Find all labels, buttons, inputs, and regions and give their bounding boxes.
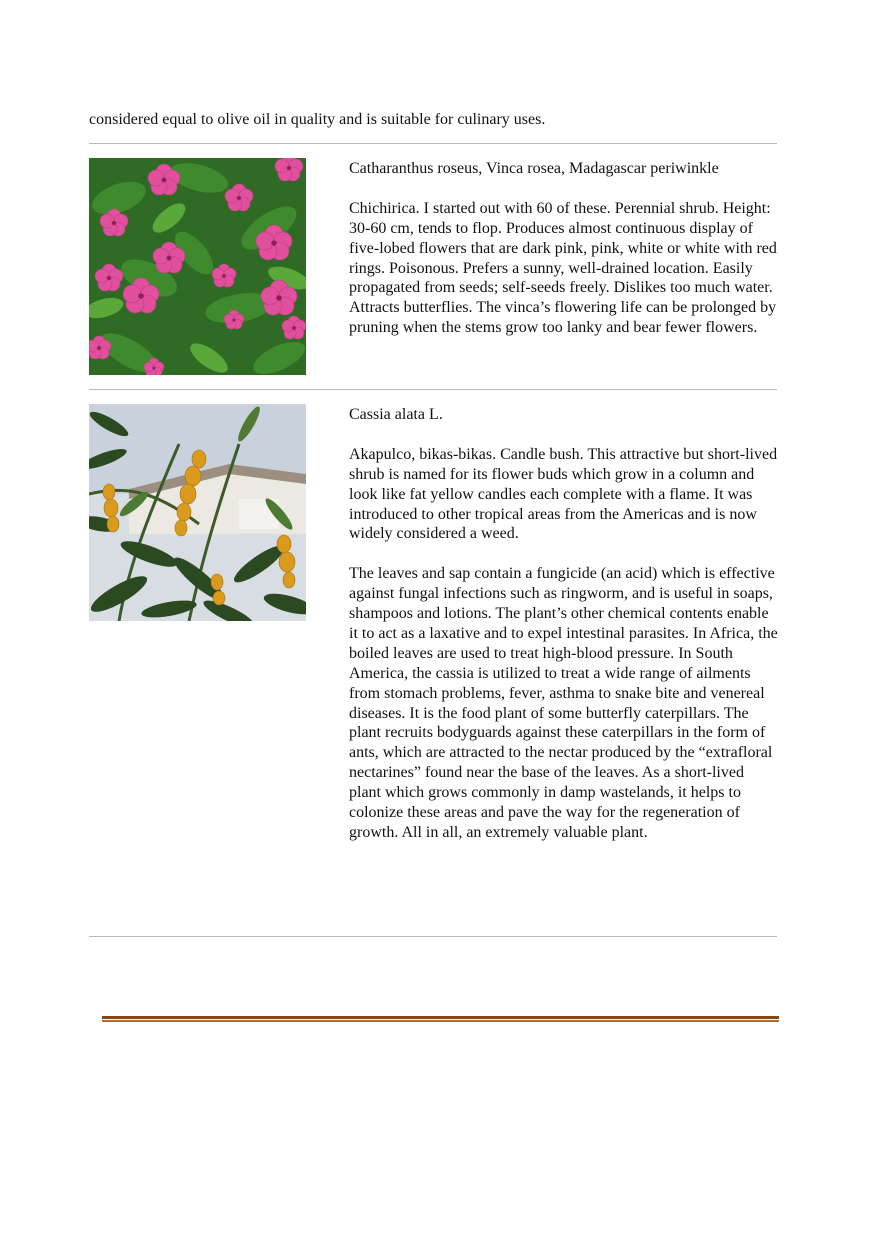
cassia-description xyxy=(349,405,779,843)
periwinkle-description xyxy=(349,159,779,338)
periwinkle-photo xyxy=(89,158,306,375)
cassia-paragraph-2: The leaves and sap contain a fungicide (an acid) which is effective against fungal infections such as ringworm, and is useful in soaps, shampoos and lotions. The plant’s other chemical contents enable it to act as a laxative and to expel intestinal parasites. In Africa, the boiled leaves are used to treat high-blood pressure. In South America, the cassia is utilized to treat a wide range of ailments from stomach problems, fever, asthma to snake bite and venereal diseases. It is the food plant of some butterfly caterpillars. The plant recruits bodyguards against these caterpillars in the form of ants, which are attracted to the nectar produced by the “extrafloral nectarines” found near the base of the leaves. As a short-lived plant which grows commonly in damp wastelands, it helps to colonize these areas and pave the way for the regeneration of growth. All in all, an extremely valuable plant. xyxy=(349,565,778,841)
periwinkle-paragraph-1: Chichirica. I started out with 60 of these. Perennial shrub. Height: 30-60 cm, tends to flop. Produces almost continuous display of five-lobed flowers that are dark pink, pink, white or white with red rings. Poisonous. Prefers a sunny, well-drained location. Easily propagated from seeds; self-seeds freely. Dislikes too much water. Attracts butterflies. The vinca’s flowering life can be prolonged by pruning when the stems grow too lanky and bear fewer flowers. xyxy=(349,199,777,337)
divider-middle xyxy=(89,389,777,390)
footer-double-rule xyxy=(102,1016,779,1022)
divider-bottom xyxy=(89,936,777,937)
cassia-name: Cassia alata L. xyxy=(349,406,443,423)
divider-top xyxy=(89,143,777,144)
intro-text: considered equal to olive oil in quality and is suitable for culinary uses. xyxy=(89,111,546,128)
periwinkle-name: Catharanthus roseus, Vinca rosea, Madagascar periwinkle xyxy=(349,160,719,177)
cassia-photo xyxy=(89,404,306,621)
cassia-paragraph-1: Akapulco, bikas-bikas. Candle bush. This attractive but short-lived shrub is named for its flower buds which grow in a column and look like fat yellow candles each complete with a flame. It was introduced to other tropical areas from the Americas and is now widely considered a weed. xyxy=(349,445,778,543)
